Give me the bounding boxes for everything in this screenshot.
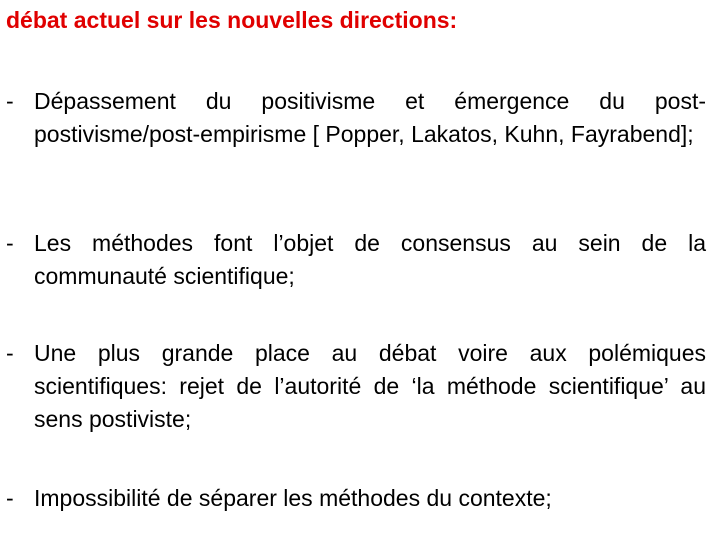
bullet-dash: - xyxy=(6,340,14,366)
bullet-item xyxy=(6,85,706,151)
bullet-item xyxy=(6,482,706,515)
bullet-item xyxy=(6,227,706,293)
bullet-text: Dépassement du positivisme et émergence du post-postivisme/post-empirisme [ Popper, Lakatos, Kuhn, Fayrabend]; xyxy=(34,88,706,147)
slide-title: débat actuel sur les nouvelles directions: xyxy=(6,7,458,33)
bullet-dash: - xyxy=(6,485,14,511)
bullet-text: Impossibilité de séparer les méthodes du contexte; xyxy=(34,485,552,511)
bullet-text: Une plus grande place au débat voire aux polémiques scientifiques: rejet de l’autorité de ‘la méthode scientifique’ au sens postiviste; xyxy=(34,340,706,432)
bullet-item xyxy=(6,337,706,436)
bullet-dash: - xyxy=(6,88,14,114)
bullet-dash: - xyxy=(6,230,14,256)
bullet-text: Les méthodes font l’objet de consensus au sein de la communauté scientifique; xyxy=(34,230,706,289)
